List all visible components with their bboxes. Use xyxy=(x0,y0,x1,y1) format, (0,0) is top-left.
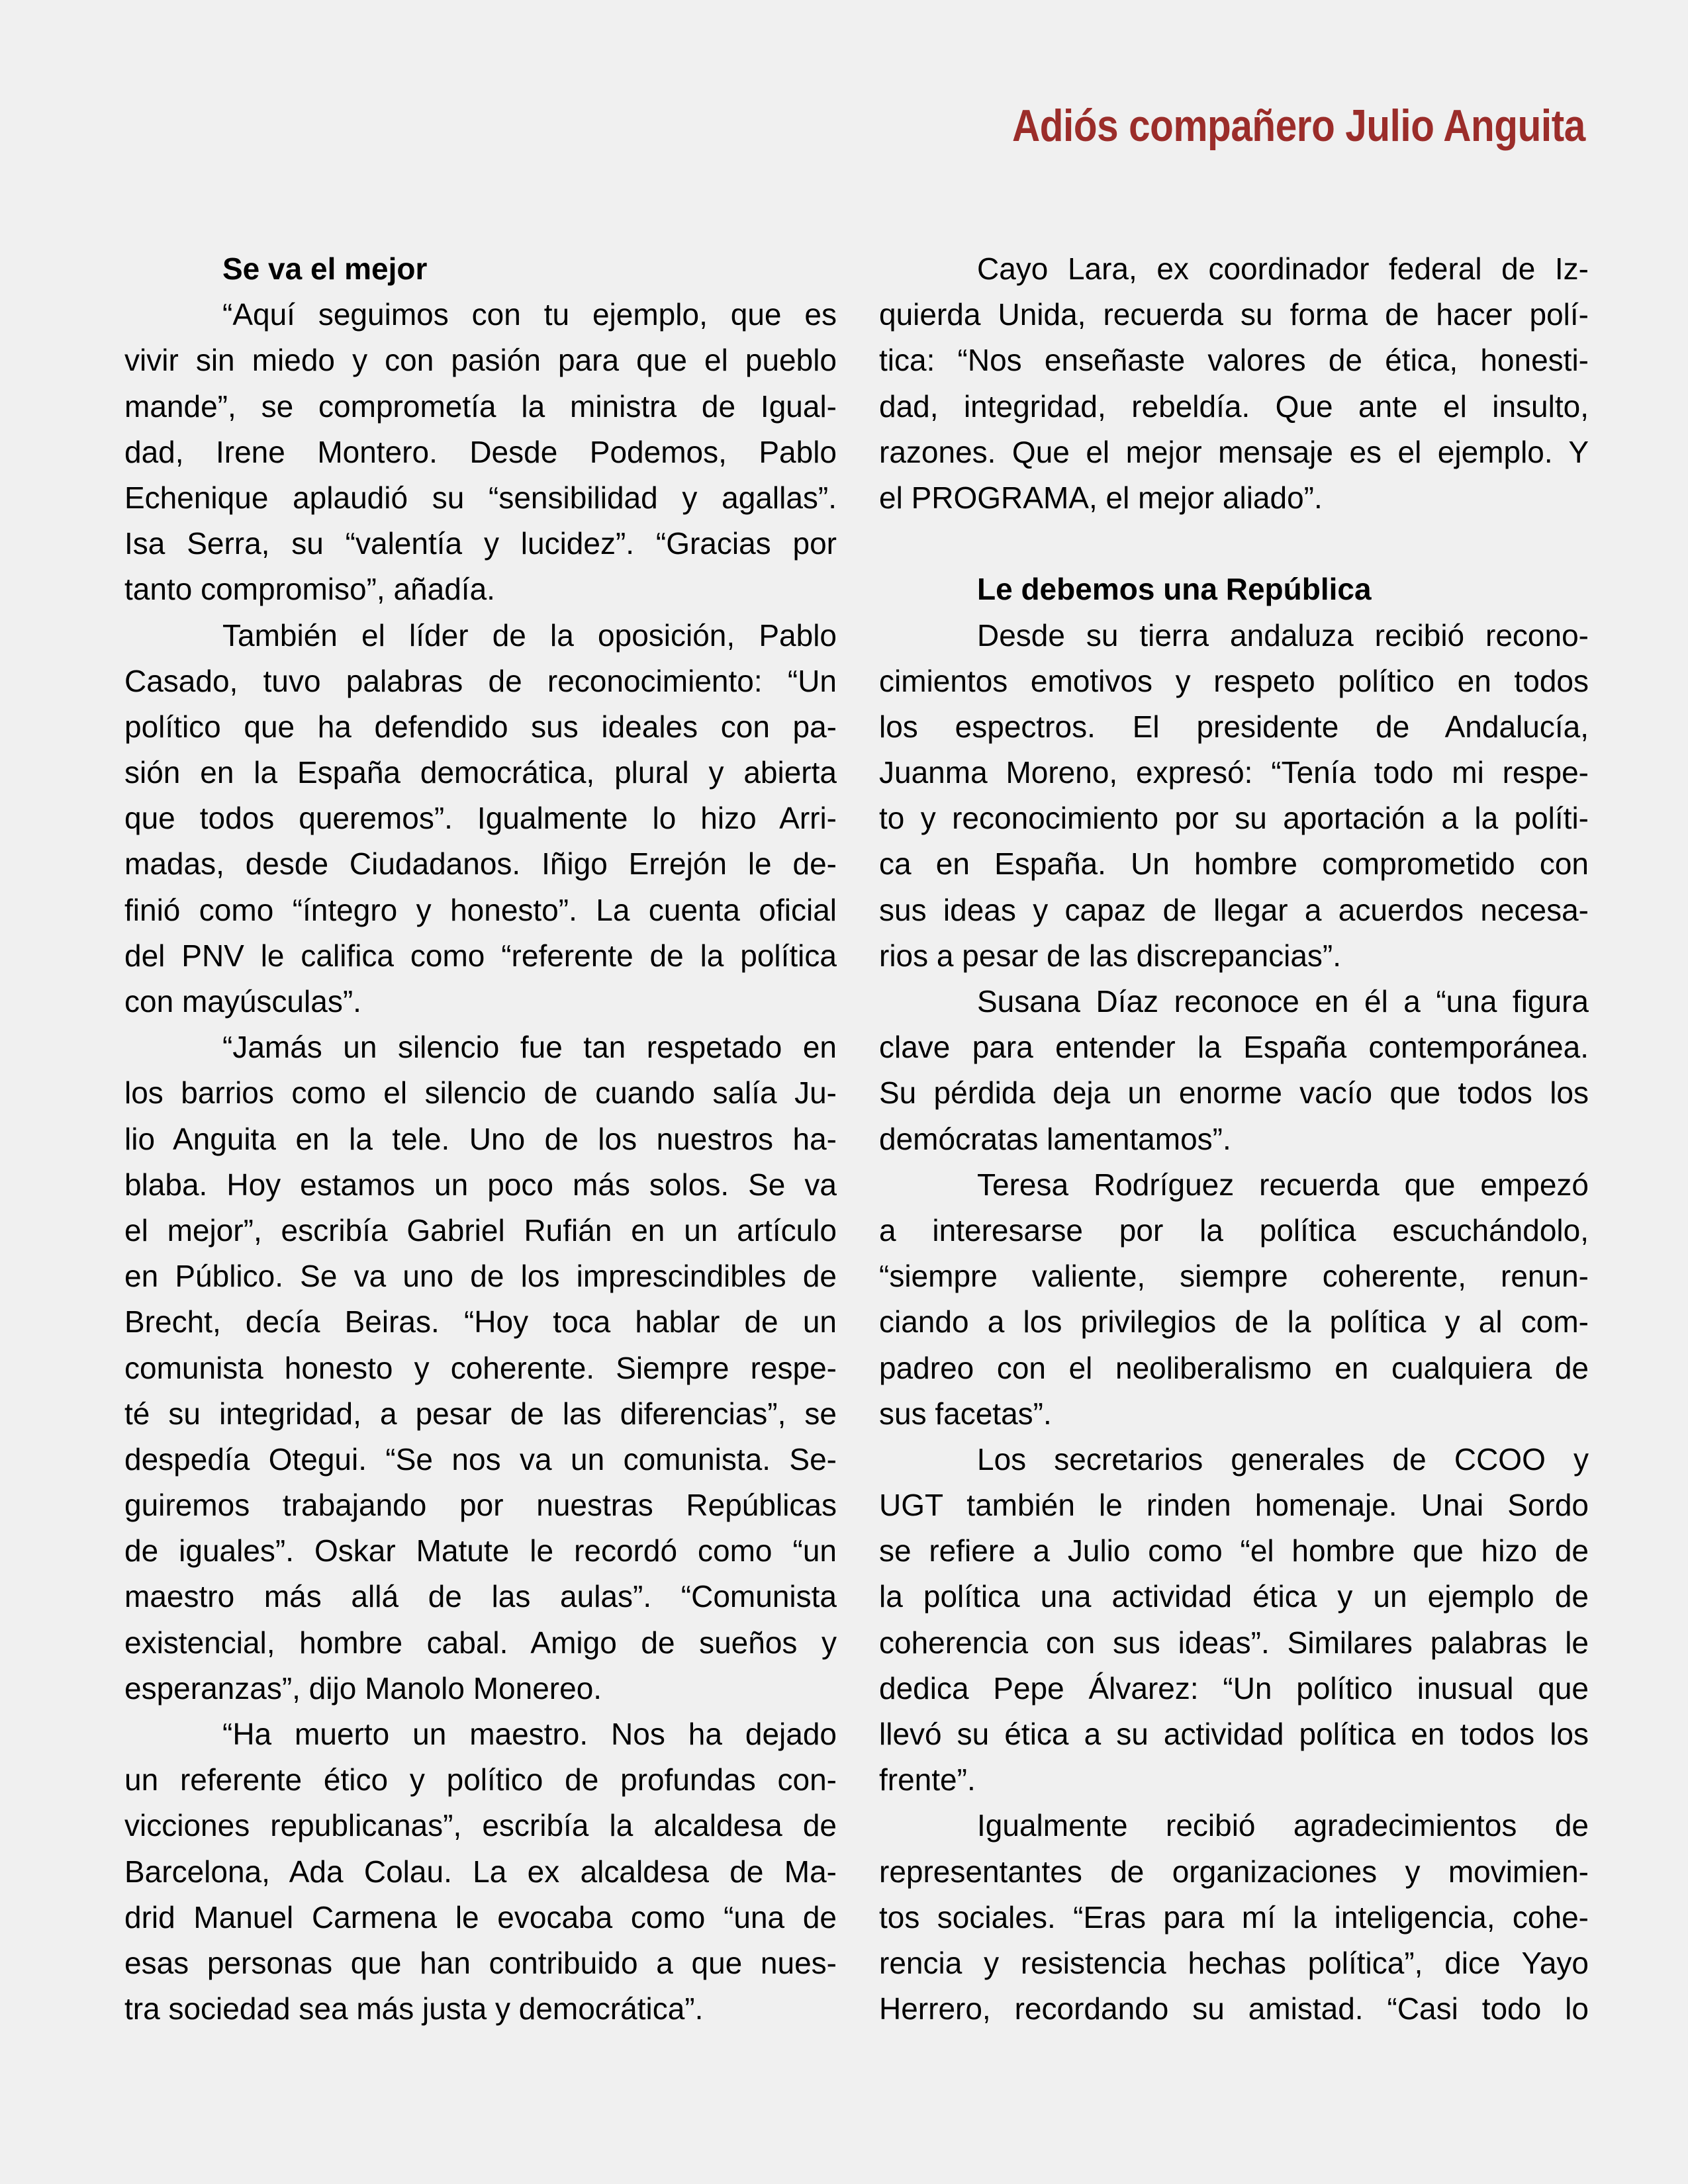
article-paragraph xyxy=(124,613,837,1025)
text-line: de iguales”. Oskar Matute le recordó como “un xyxy=(124,1533,837,1569)
text-line: to y reconocimiento por su aportación a la políti- xyxy=(879,801,1589,836)
article-paragraph xyxy=(124,1024,837,1711)
text-line: Barcelona, Ada Colau. La ex alcaldesa de Ma- xyxy=(124,1854,837,1889)
text-line: También el líder de la oposición, Pablo xyxy=(222,617,837,653)
text-line: vivir sin miedo y con pasión para que el pueblo xyxy=(124,343,837,378)
article-paragraph xyxy=(879,246,1589,521)
text-line: dedica Pepe Álvarez: “Un político inusual que xyxy=(879,1670,1589,1706)
text-line: finió como “íntegro y honesto”. La cuenta oficial xyxy=(124,892,837,927)
text-line: Igualmente recibió agradecimientos de xyxy=(977,1808,1589,1843)
text-line: drid Manuel Carmena le evocaba como “una de xyxy=(124,1899,837,1934)
section-heading: Se va el mejor xyxy=(222,251,428,286)
section-heading: Le debemos una República xyxy=(977,572,1372,607)
text-line: existencial, hombre cabal. Amigo de sueños y xyxy=(124,1625,837,1660)
text-line: los espectros. El presidente de Andalucía, xyxy=(879,709,1589,744)
text-line: Desde su tierra andaluza recibió recono- xyxy=(977,617,1589,653)
text-line: la política una actividad ética y un ejemplo de xyxy=(879,1579,1589,1614)
text-line: Teresa Rodríguez recuerda que empezó xyxy=(977,1167,1589,1202)
text-line: del PNV le califica como “referente de la política xyxy=(124,938,837,973)
text-line: mande”, se comprometía la ministra de Igual- xyxy=(124,388,837,424)
article-column-left xyxy=(124,246,837,2032)
text-line: frente”. xyxy=(879,1762,976,1797)
text-line: a interesarse por la política escuchándolo, xyxy=(879,1212,1589,1248)
text-line: “Aquí seguimos con tu ejemplo, que es xyxy=(222,297,837,332)
text-line: esas personas que han contribuido a que nues- xyxy=(124,1945,837,1980)
text-line: sión en la España democrática, plural y abierta xyxy=(124,755,837,790)
text-line: esperanzas”, dijo Manolo Monereo. xyxy=(124,1670,602,1706)
text-line: Isa Serra, su “valentía y lucidez”. “Gracias por xyxy=(124,526,837,561)
text-line: vicciones republicanas”, escribía la alcaldesa de xyxy=(124,1808,837,1843)
text-line: el PROGRAMA, el mejor aliado”. xyxy=(879,480,1323,515)
text-line: Su pérdida deja un enorme vacío que todos los xyxy=(879,1075,1589,1111)
text-line: sus ideas y capaz de llegar a acuerdos necesa- xyxy=(879,892,1589,927)
text-line: rios a pesar de las discrepancias”. xyxy=(879,938,1341,973)
text-line: madas, desde Ciudadanos. Iñigo Errejón le de- xyxy=(124,846,837,882)
text-line: lio Anguita en la tele. Uno de los nuestros ha- xyxy=(124,1121,837,1156)
text-line: “Jamás un silencio fue tan respetado en xyxy=(222,1030,837,1065)
text-line: Echenique aplaudió su “sensibilidad y agallas”. xyxy=(124,480,837,515)
text-line: té su integridad, a pesar de las diferencias”, se xyxy=(124,1396,837,1431)
text-line: guiremos trabajando por nuestras Repúblicas xyxy=(124,1488,837,1523)
text-line: rencia y resistencia hechas política”, dice Yayo xyxy=(879,1945,1589,1980)
text-line: un referente ético y político de profundas con- xyxy=(124,1762,837,1797)
text-line: Juanma Moreno, expresó: “Tenía todo mi respe- xyxy=(879,755,1589,790)
text-line: “Ha muerto un maestro. Nos ha dejado xyxy=(222,1717,837,1751)
text-line: maestro más allá de las aulas”. “Comunista xyxy=(124,1579,837,1614)
text-line: Herrero, recordando su amistad. “Casi todo lo xyxy=(879,1991,1589,2026)
text-line: clave para entender la España contemporánea. xyxy=(879,1030,1589,1065)
text-line: UGT también le rinden homenaje. Unai Sordo xyxy=(879,1488,1589,1523)
page-title: Adiós compañero Julio Anguita xyxy=(1012,100,1585,151)
text-line: blaba. Hoy estamos un poco más solos. Se va xyxy=(124,1167,837,1202)
text-line: llevó su ética a su actividad política en todos los xyxy=(879,1717,1589,1751)
article-column-right xyxy=(879,246,1589,2032)
text-line: dad, integridad, rebeldía. Que ante el insulto, xyxy=(879,388,1589,424)
text-line: en Público. Se va uno de los imprescindibles de xyxy=(124,1259,837,1294)
paragraph-spacer xyxy=(879,521,1589,567)
text-line: tra sociedad sea más justa y democrática”. xyxy=(124,1991,704,2026)
text-line: “siempre valiente, siempre coherente, renun- xyxy=(879,1259,1589,1294)
text-line: coherencia con sus ideas”. Similares palabras le xyxy=(879,1625,1589,1660)
article-paragraph xyxy=(879,1162,1589,1437)
text-line: político que ha defendido sus ideales con pa- xyxy=(124,709,837,744)
text-line: que todos queremos”. Igualmente lo hizo Arri- xyxy=(124,801,837,836)
article-paragraph xyxy=(879,979,1589,1162)
text-line: tica: “Nos enseñaste valores de ética, honesti- xyxy=(879,343,1589,378)
text-line: Los secretarios generales de CCOO y xyxy=(977,1441,1589,1477)
text-line: el mejor”, escribía Gabriel Rufián en un artículo xyxy=(124,1212,837,1248)
text-line: despedía Otegui. “Se nos va un comunista. Se- xyxy=(124,1441,837,1477)
article-paragraph xyxy=(124,292,837,612)
text-line: sus facetas”. xyxy=(879,1396,1052,1431)
article-paragraph xyxy=(879,613,1589,979)
text-line: tanto compromiso”, añadía. xyxy=(124,572,495,607)
text-line: ca en España. Un hombre comprometido con xyxy=(879,846,1589,882)
text-line: Casado, tuvo palabras de reconocimiento: “Un xyxy=(124,663,837,698)
text-line: Susana Díaz reconoce en él a “una figura xyxy=(977,984,1589,1019)
text-line: quierda Unida, recuerda su forma de hacer polí- xyxy=(879,297,1589,332)
text-line: ciando a los privilegios de la política y al com- xyxy=(879,1304,1589,1340)
text-line: Brecht, decía Beiras. “Hoy toca hablar de un xyxy=(124,1304,837,1340)
text-line: Cayo Lara, ex coordinador federal de Iz- xyxy=(977,251,1589,286)
text-line: demócratas lamentamos”. xyxy=(879,1121,1231,1156)
text-line: con mayúsculas”. xyxy=(124,984,361,1019)
text-line: representantes de organizaciones y movimien- xyxy=(879,1854,1589,1889)
text-line: los barrios como el silencio de cuando salía Ju- xyxy=(124,1075,837,1111)
text-line: se refiere a Julio como “el hombre que hizo de xyxy=(879,1533,1589,1569)
text-line: padreo con el neoliberalismo en cualquiera de xyxy=(879,1350,1589,1385)
article-paragraph xyxy=(124,1711,837,2032)
text-line: razones. Que el mejor mensaje es el ejemplo. Y xyxy=(879,434,1589,469)
text-line: cimientos emotivos y respeto político en todos xyxy=(879,663,1589,698)
text-line: dad, Irene Montero. Desde Podemos, Pablo xyxy=(124,434,837,469)
text-line: tos sociales. “Eras para mí la inteligencia, cohe- xyxy=(879,1899,1589,1934)
article-paragraph xyxy=(879,1803,1589,2032)
text-line: comunista honesto y coherente. Siempre respe- xyxy=(124,1350,837,1385)
article-paragraph xyxy=(879,1437,1589,1803)
